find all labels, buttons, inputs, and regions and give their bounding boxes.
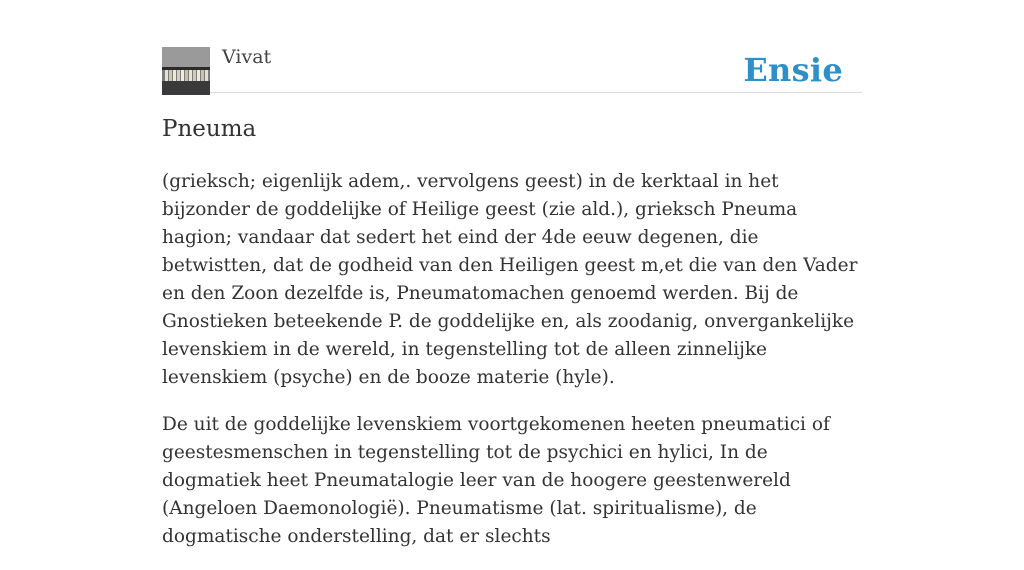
page-container <box>162 0 862 547</box>
source-avatar[interactable] <box>162 47 210 95</box>
article-title: Pneuma <box>162 116 257 142</box>
brand-logo[interactable]: Ensie <box>743 51 843 89</box>
article-paragraph: (grieksch; eigenlijk adem,. vervolgens geest) in de kerktaal in het bijzonder de goddelijke of Heilige geest (zie ald.), grieksch Pneuma hagion; vandaar dat sedert het eind der 4de eeuw degenen, die betwistten, dat de godheid van den Heiligen geest m,et die van den Vader en den Zoon dezelfde is, Pneumatomachen genoemd werden. Bij de Gnostieken beteekende P. de goddelijke en, als zoodanig, onvergankelijke levenskiem in de wereld, in tegenstelling tot de alleen zinnelijke levenskiem (psyche) en de booze materie (hyle). <box>162 171 858 388</box>
bookshelf-image-icon <box>162 47 210 95</box>
article-body <box>162 168 862 570</box>
header <box>162 0 862 93</box>
source-name[interactable]: Vivat <box>222 46 272 68</box>
article-paragraph: De uit de goddelijke levenskiem voortgekomenen heeten pneumatici of geestesmenschen in tegenstelling tot de psychici en hylici, In de dogmatiek heet Pneumatalogie leer van de hoogere geestenwereld (Angeloen Daemonologië). Pneumatisme (lat. spiritualisme), de dogmatische onderstelling, dat er slechts <box>162 414 830 547</box>
